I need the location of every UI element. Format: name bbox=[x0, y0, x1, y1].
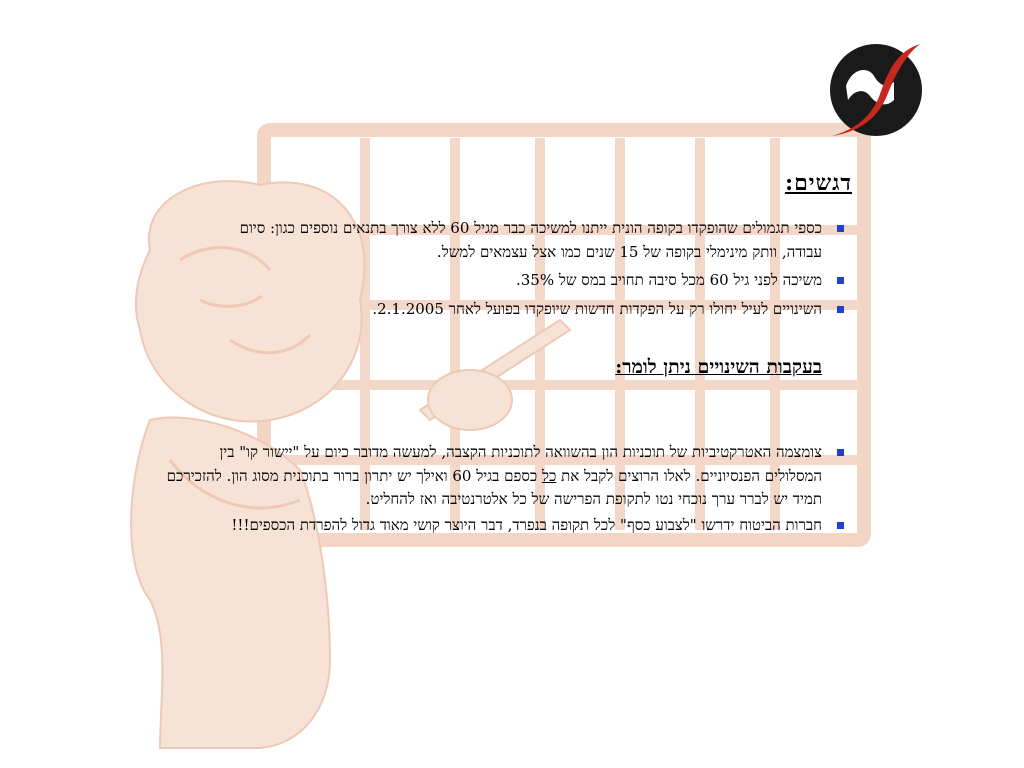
list-item bbox=[214, 217, 822, 264]
section-heading-highlights: דגשים: bbox=[784, 170, 852, 196]
list-item-text: השינויים לעיל יחולו רק על הפקדות חדשות שיופקדו בפועל לאחר 2.1.2005. bbox=[372, 299, 822, 318]
list-item bbox=[214, 269, 822, 293]
list-item bbox=[214, 298, 822, 322]
square-bullet-icon bbox=[837, 522, 844, 529]
section-heading-conclusions: בעקבות השינויים ניתן לומר: bbox=[615, 356, 822, 378]
highlights-list bbox=[214, 217, 822, 326]
list-item-text-part1: צומצמה האטרקטיביות של תוכניות הון בהשוואה לתוכניות הקצבה, למעשה מדובר כיום על "יישור קו" בין המסלולים הפנסיוניים. לאלו הרוצים לקבל את bbox=[219, 443, 822, 485]
conclusions-list bbox=[162, 441, 822, 539]
list-item-text: כספי תגמולים שהופקדו בקופה הונית ייתנו למשיכה כבר מגיל 60 ללא צורך בתנאים נוספים כגון: סיום עבודה, וותק מינימלי בקופה של 15 שנים כמו אצל עצמאים למשל. bbox=[239, 219, 822, 261]
square-bullet-icon bbox=[837, 225, 844, 232]
list-item-text: חברות הביטוח ידרשו "לצבוע כסף" לכל תקופה בנפרד, דבר היוצר קושי מאוד גדול להפרדת הכספים!!! bbox=[231, 515, 822, 534]
list-item-text: משיכה לפני גיל 60 מכל סיבה תחויב במס של 35%. bbox=[515, 271, 822, 289]
list-item bbox=[162, 514, 822, 538]
list-item-text-part2: כספם בגיל 60 ואילך יש יתרון ברור בתוכנית מסוג הון. להזכירכם תמיד יש לברר ערך נוכחי נטו לתקופת הפרישה של כל אלטרנטיבה ואז להחליט. bbox=[166, 466, 822, 508]
list-item bbox=[162, 441, 822, 512]
company-logo bbox=[824, 38, 928, 138]
teacher-hand bbox=[428, 370, 512, 430]
square-bullet-icon bbox=[837, 306, 844, 313]
underlined-word: כל bbox=[541, 466, 557, 485]
square-bullet-icon bbox=[837, 277, 844, 284]
square-bullet-icon bbox=[837, 449, 844, 456]
